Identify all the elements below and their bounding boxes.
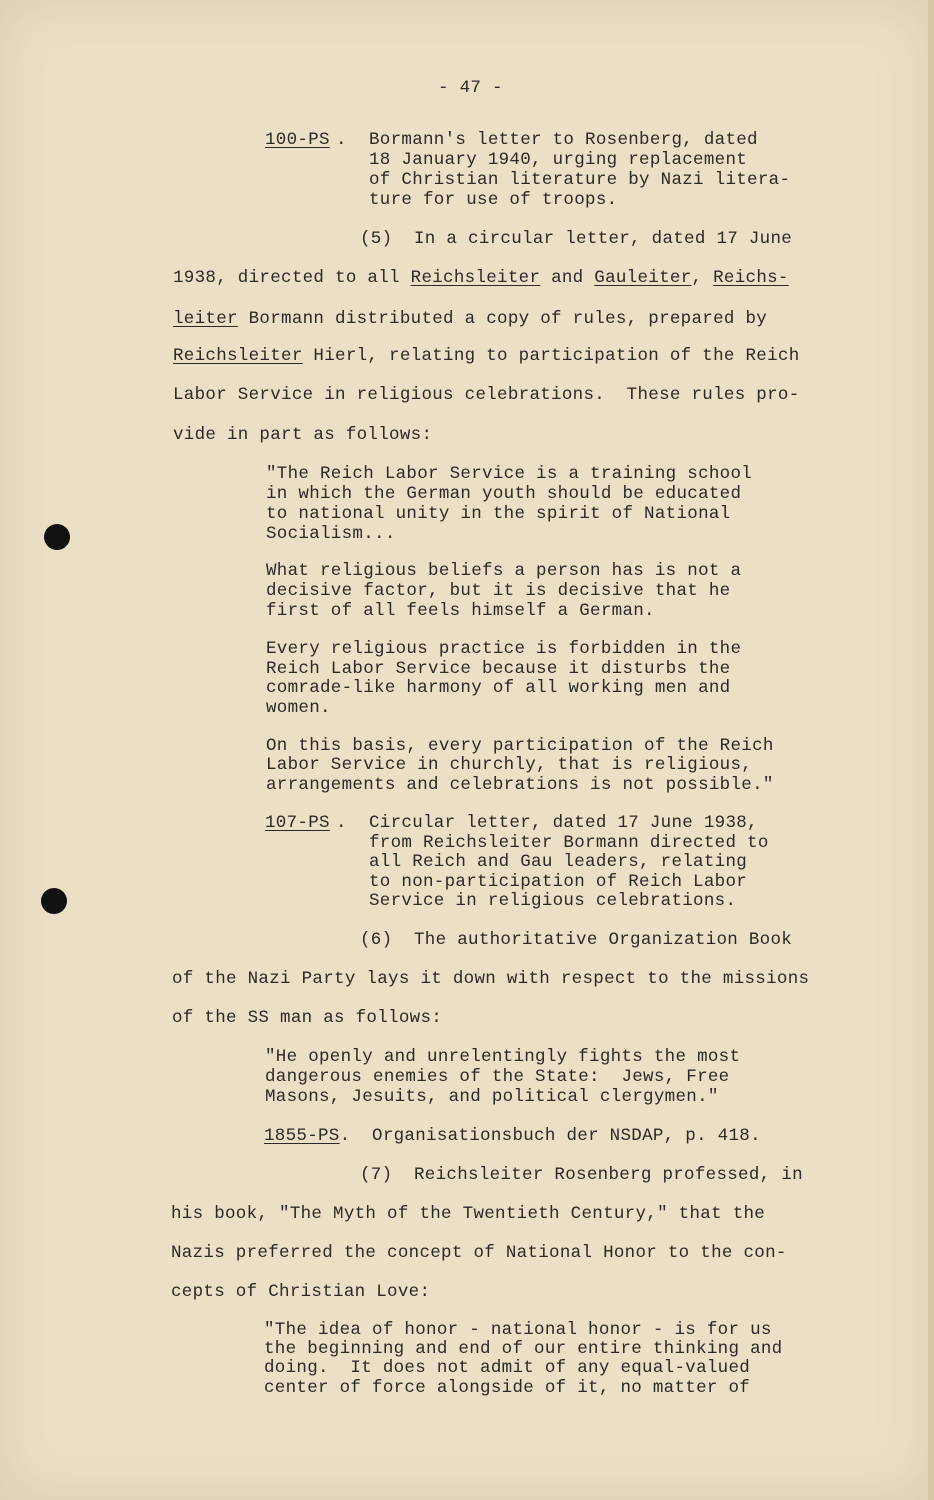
quote2-line: Masons, Jesuits, and political clergymen." xyxy=(265,1087,719,1107)
underlined-term: Gauleiter xyxy=(594,268,692,288)
quote1-line: Reich Labor Service because it disturbs the xyxy=(266,659,731,679)
para7-line: cepts of Christian Love: xyxy=(171,1282,431,1302)
para5-line: (5) In a circular letter, dated 17 June xyxy=(360,229,793,249)
quote1-line: decisive factor, but it is decisive that he xyxy=(266,581,731,601)
citation-107-line: Service in religious celebrations. xyxy=(369,891,737,911)
page-edge xyxy=(928,0,934,1500)
quote3-line: "The idea of honor - national honor - is for us xyxy=(264,1320,772,1340)
punch-hole-top xyxy=(44,524,70,550)
para6-line: of the Nazi Party lays it down with respect to the missions xyxy=(172,969,810,989)
text: , xyxy=(691,268,714,288)
para7-line: Nazis preferred the concept of National Honor to the con- xyxy=(171,1243,787,1263)
quote1-line: comrade-like harmony of all working men and xyxy=(266,678,731,698)
para5-line xyxy=(173,309,767,329)
page-number: - 47 - xyxy=(438,78,503,98)
para5-line xyxy=(173,268,789,288)
citation-107-line: Circular letter, dated 17 June 1938, xyxy=(369,813,758,833)
citation-107-ref: 107-PS xyxy=(265,813,330,833)
text: Hierl, relating to participation of the Reich xyxy=(302,346,800,366)
citation-100-line: 18 January 1940, urging replacement xyxy=(369,150,748,170)
citation-period: . xyxy=(339,1126,373,1146)
para7-line: (7) Reichsleiter Rosenberg professed, in xyxy=(360,1165,803,1185)
text: and xyxy=(540,268,595,288)
para5-line: Labor Service in religious celebrations. These rules pro- xyxy=(173,385,800,405)
citation-100-period: . xyxy=(336,130,347,150)
para6-line: (6) The authoritative Organization Book xyxy=(360,930,793,950)
quote1-line: Every religious practice is forbidden in the xyxy=(266,639,742,659)
para7-line: his book, "The Myth of the Twentieth Century," that the xyxy=(171,1204,766,1224)
citation-100-line: of Christian literature by Nazi litera- xyxy=(369,170,791,190)
text: 1938, directed to all xyxy=(173,268,411,288)
quote1-line: arrangements and celebrations is not possible." xyxy=(266,775,774,795)
quote1-line: What religious beliefs a person has is not a xyxy=(266,561,742,581)
underlined-term: Reichsleiter xyxy=(173,346,303,366)
para6-line: of the SS man as follows: xyxy=(172,1008,443,1028)
citation-107-line: all Reich and Gau leaders, relating xyxy=(369,852,748,872)
quote2-line: dangerous enemies of the State: Jews, Free xyxy=(265,1067,730,1087)
citation-100-line: Bormann's letter to Rosenberg, dated xyxy=(369,130,758,150)
quote3-line: doing. It does not admit of any equal-valued xyxy=(264,1358,751,1378)
para5-line xyxy=(173,346,800,366)
punch-hole-bottom xyxy=(41,888,67,914)
text: Bormann distributed a copy of rules, prepared by xyxy=(237,309,768,329)
quote1-line: "The Reich Labor Service is a training school xyxy=(266,464,753,484)
citation-107-period: . xyxy=(336,813,347,833)
quote1-line: in which the German youth should be educated xyxy=(266,484,742,504)
citation-1855 xyxy=(264,1126,761,1146)
underlined-term: leiter xyxy=(173,309,238,329)
citation-1855-text: Organisationsbuch der NSDAP, p. 418. xyxy=(372,1126,761,1146)
underlined-term: Reichsleiter xyxy=(410,268,541,288)
citation-100-ref: 100-PS xyxy=(265,130,330,150)
quote3-line: center of force alongside of it, no matter of xyxy=(264,1378,751,1398)
quote1-line: Labor Service in churchly, that is religious, xyxy=(266,755,753,775)
quote1-line: first of all feels himself a German. xyxy=(266,601,655,621)
quote1-line: to national unity in the spirit of National xyxy=(266,504,731,524)
para5-line: vide in part as follows: xyxy=(173,425,433,445)
citation-100-line: ture for use of troops. xyxy=(369,190,618,210)
quote2-line: "He openly and unrelentingly fights the most xyxy=(265,1047,741,1067)
citation-107-line: from Reichsleiter Bormann directed to xyxy=(369,833,769,853)
quote1-line: Socialism... xyxy=(266,524,396,544)
quote1-line: On this basis, every participation of the Reich xyxy=(266,736,774,756)
quote1-line: women. xyxy=(266,698,331,718)
citation-107-line: to non-participation of Reich Labor xyxy=(369,872,748,892)
underlined-term: Reichs- xyxy=(713,268,789,288)
citation-1855-ref: 1855-PS xyxy=(264,1126,340,1146)
quote3-line: the beginning and end of our entire thinking and xyxy=(264,1339,783,1359)
